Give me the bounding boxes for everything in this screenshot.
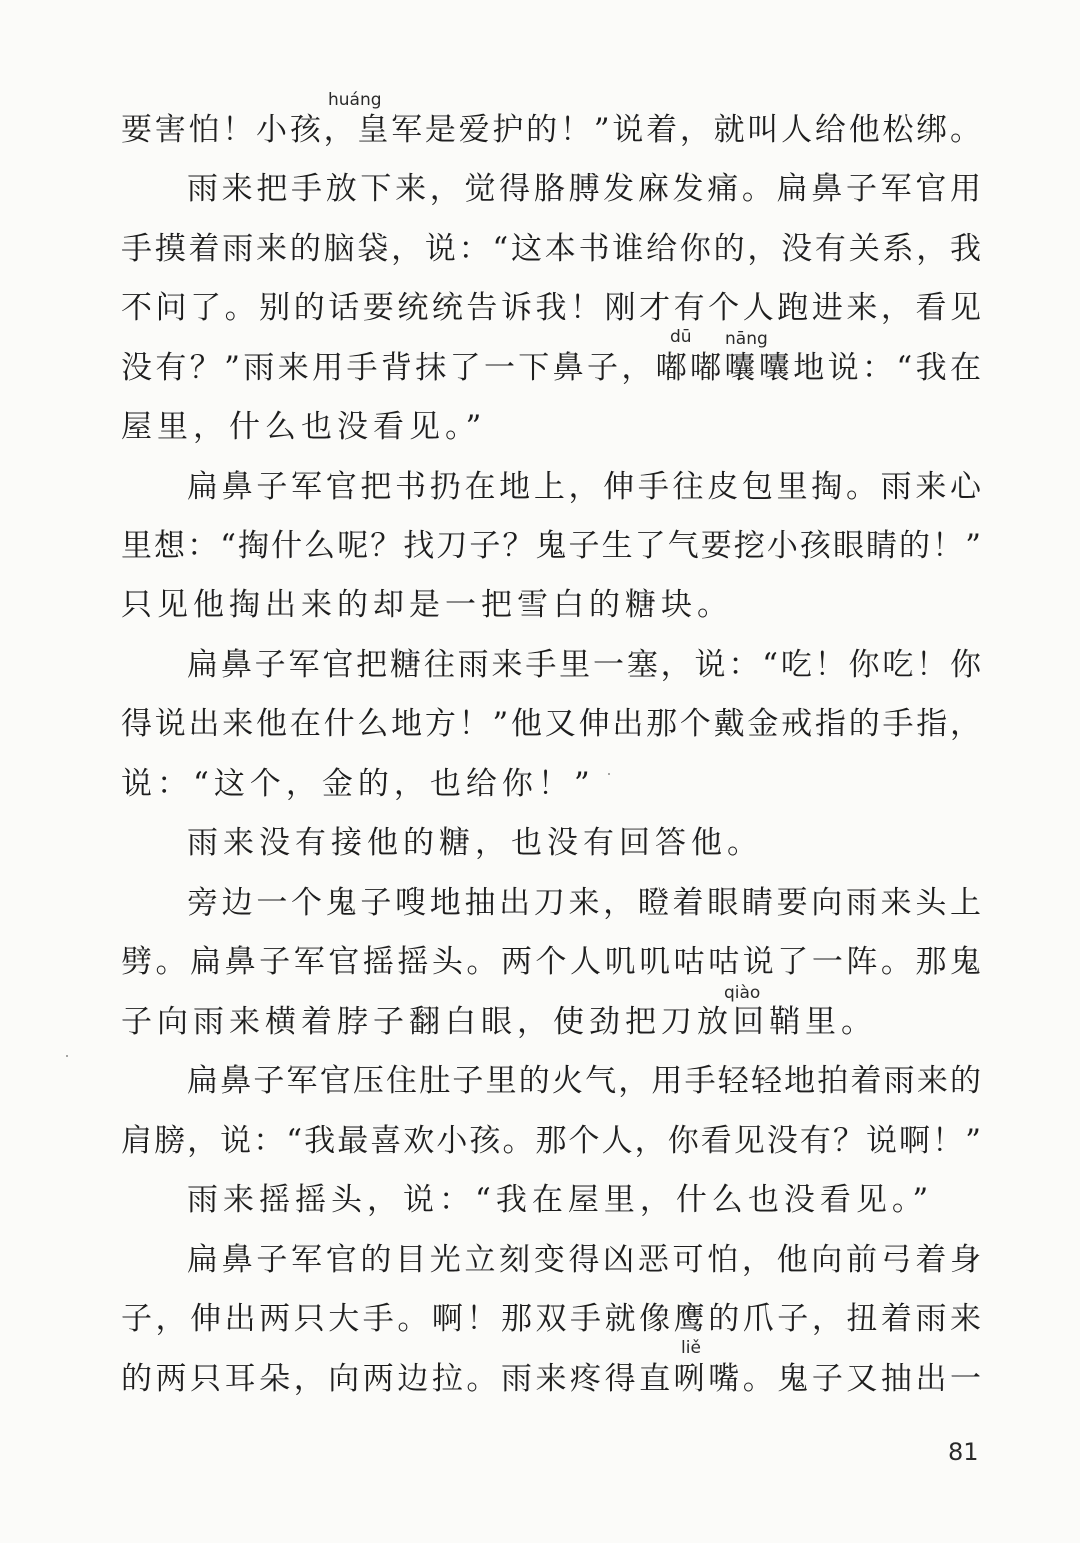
text-line: 要害怕！小孩，皇军是爱护的！”说着，就叫人给他松绑。	[121, 112, 981, 148]
pinyin-lie: liě	[681, 1338, 701, 1358]
text-line: 劈。扁鼻子军官摇摇头。两个人叽叽咕咕说了一阵。那鬼	[121, 944, 981, 980]
pinyin-nang: nāng	[725, 329, 768, 349]
text-line: 雨来摇摇头，说：“我在屋里，什么也没看见。”	[187, 1182, 934, 1218]
text-line: 扁鼻子军官把书扔在地上，伸手往皮包里掏。雨来心	[187, 469, 981, 505]
paper-speck	[608, 773, 610, 775]
text-line: 里想：“掏什么呢？找刀子？鬼子生了气要挖小孩眼睛的！”	[121, 528, 981, 564]
text-line: 子，伸出两只大手。啊！那双手就像鹰的爪子，扭着雨来	[121, 1301, 981, 1337]
text-line: 扁鼻子军官的目光立刻变得凶恶可怕，他向前弓着身	[187, 1242, 981, 1278]
text-line: 肩膀，说：“我最喜欢小孩。那个人，你看见没有？说啊！”	[121, 1123, 981, 1159]
text-line: 只见他掏出来的却是一把雪白的糖块。	[121, 587, 733, 623]
text-line: 不问了。别的话要统统告诉我！刚才有个人跑进来，看见	[121, 290, 981, 326]
text-line: 得说出来他在什么地方！”他又伸出那个戴金戒指的手指，	[121, 706, 981, 742]
text-line: 扁鼻子军官把糖往雨来手里一塞，说：“吃！你吃！你	[187, 647, 981, 683]
pinyin-qiao: qiào	[724, 983, 761, 1003]
page-number: 81	[948, 1438, 979, 1466]
text-line: 没有？”雨来用手背抹了一下鼻子，嘟嘟囔囔地说：“我在	[121, 350, 981, 386]
text-line: 旁边一个鬼子嗖地抽出刀来，瞪着眼睛要向雨来头上	[187, 885, 981, 921]
text-line: 扁鼻子军官压住肚子里的火气，用手轻轻地拍着雨来的	[187, 1063, 981, 1099]
pinyin-huang: huáng	[328, 90, 382, 110]
text-line: 的两只耳朵，向两边拉。雨来疼得直咧嘴。鬼子又抽出一	[121, 1361, 981, 1397]
pinyin-du: dū	[670, 327, 692, 347]
text-line: 子向雨来横着脖子翻白眼，使劲把刀放回鞘里。	[121, 1004, 877, 1040]
text-line: 雨来把手放下来，觉得胳膊发麻发痛。扁鼻子军官用	[187, 171, 981, 207]
text-line: 手摸着雨来的脑袋，说：“这本书谁给你的，没有关系，我	[121, 231, 981, 267]
text-line: 说：“这个，金的，也给你！”	[121, 766, 595, 802]
paper-speck	[66, 1055, 68, 1057]
text-line: 屋里，什么也没看见。”	[121, 409, 487, 445]
text-line: 雨来没有接他的糖，也没有回答他。	[187, 825, 763, 861]
